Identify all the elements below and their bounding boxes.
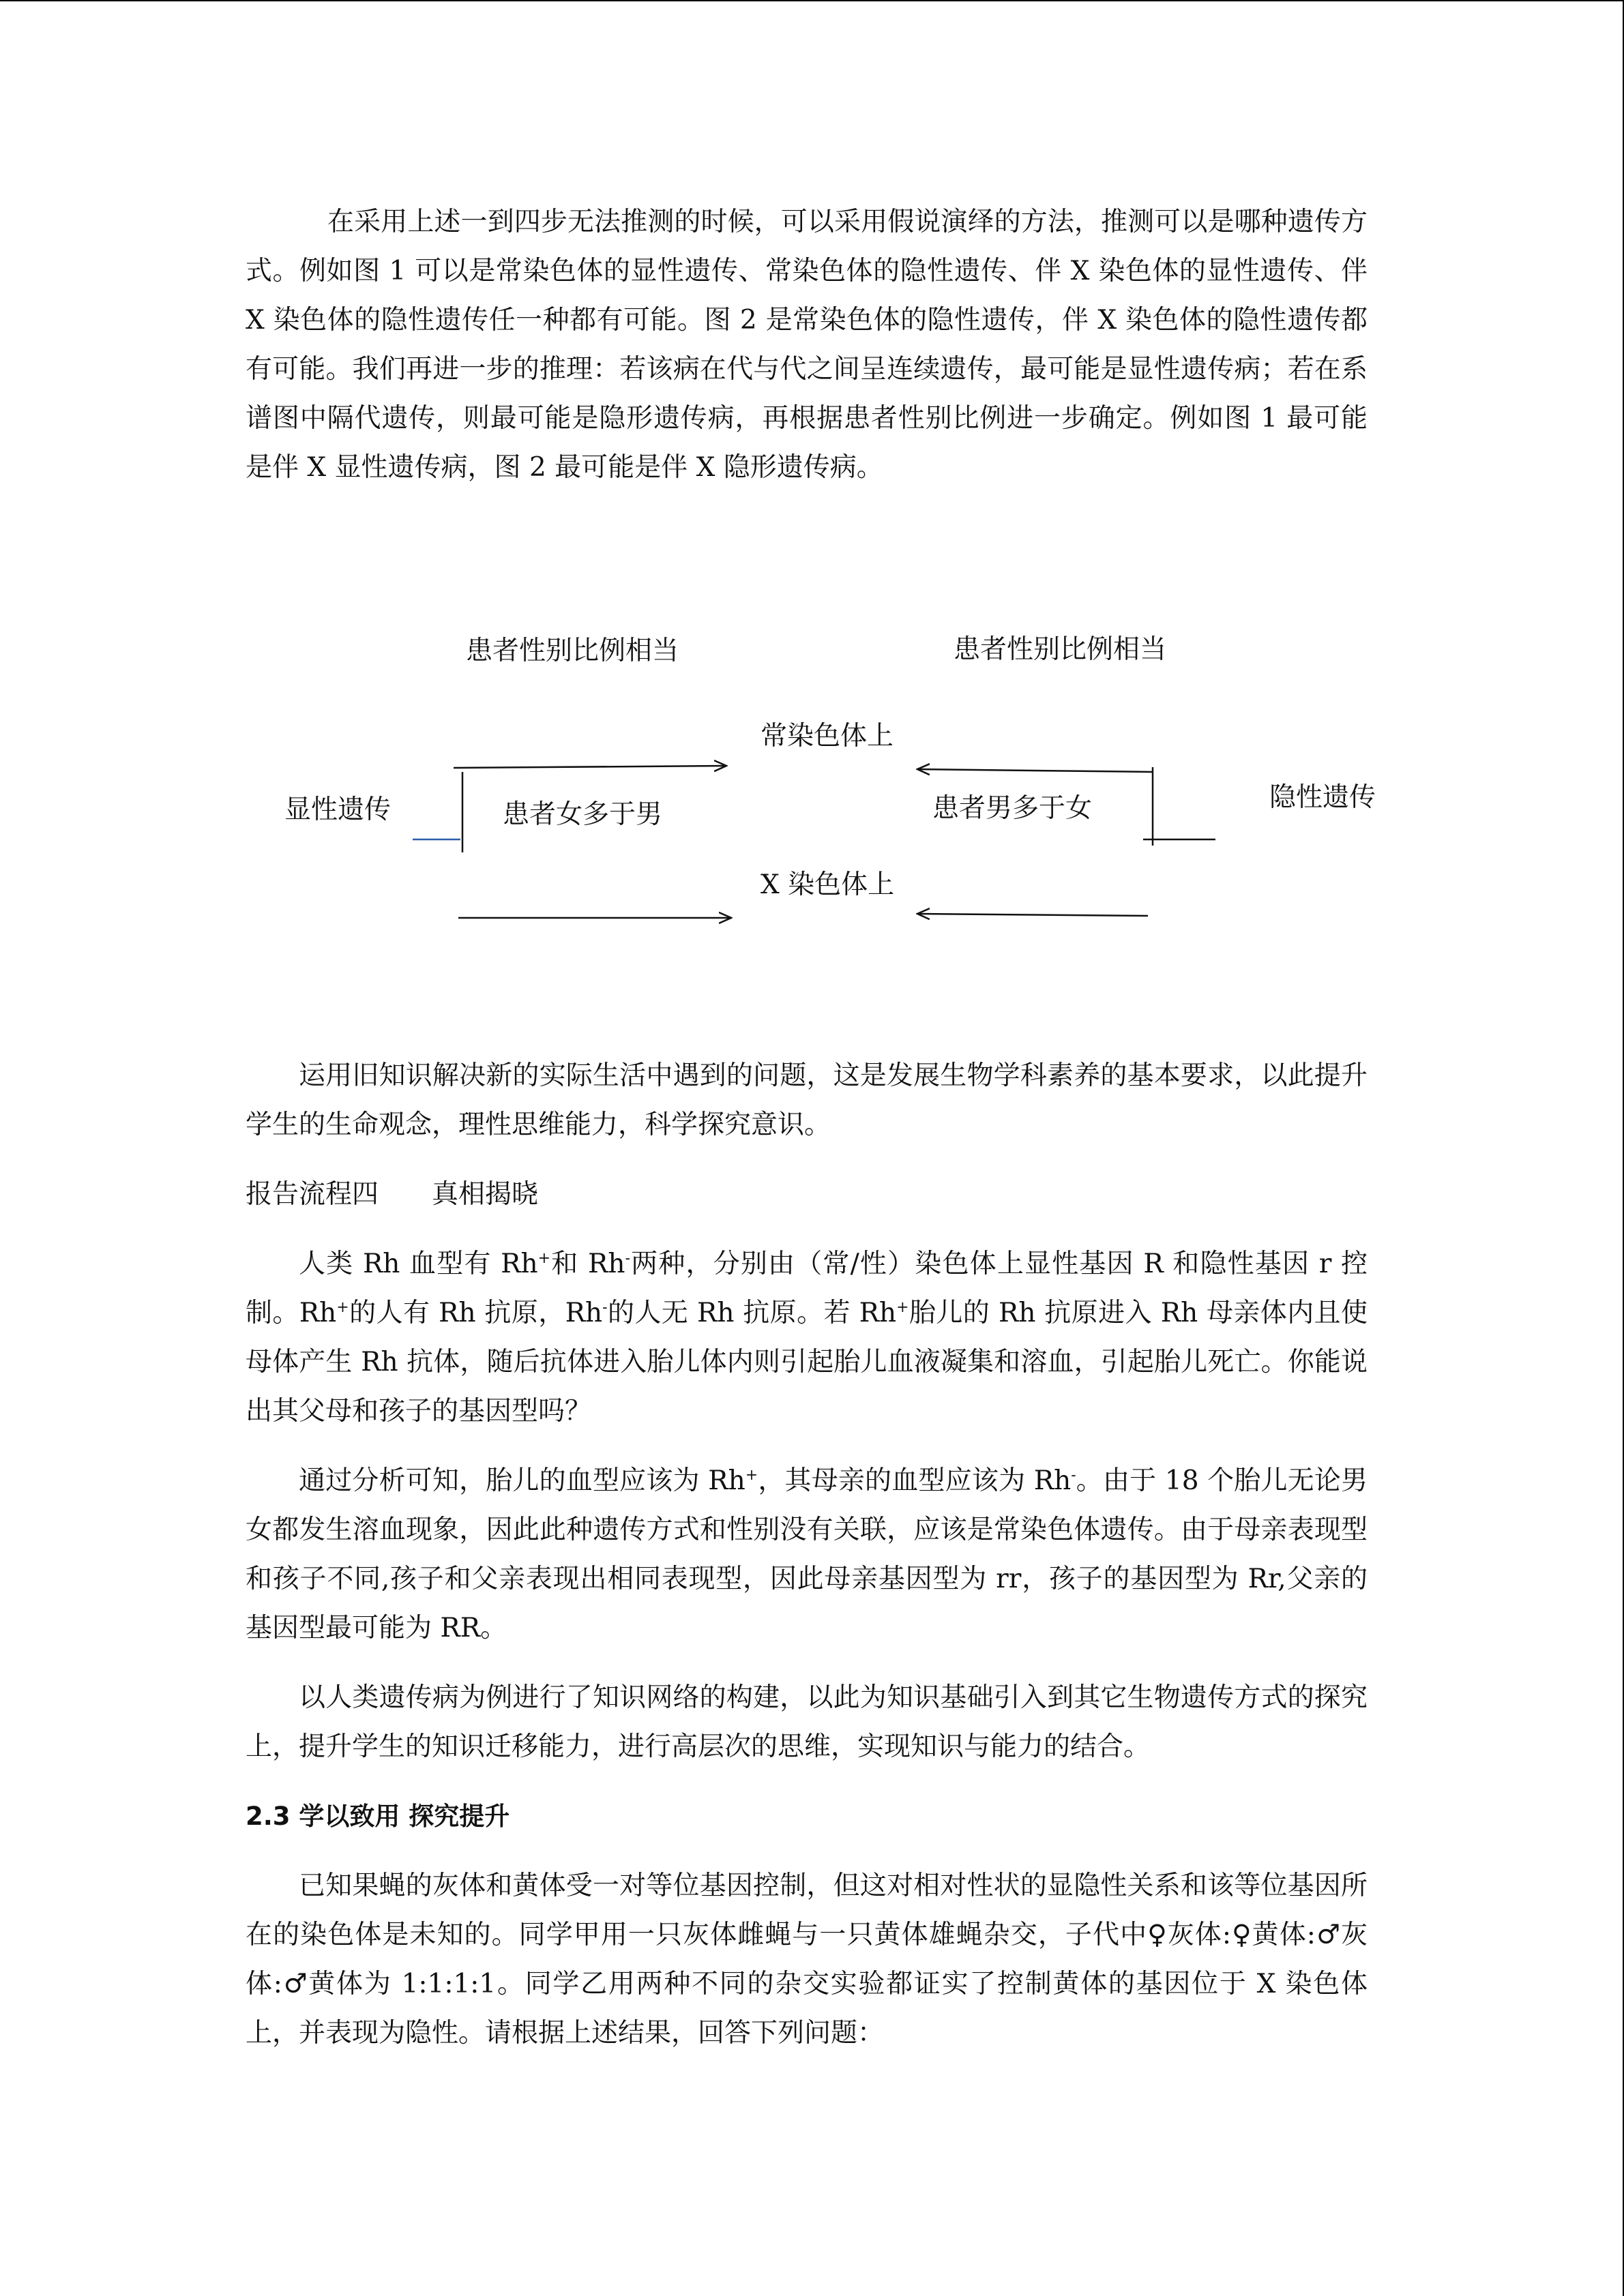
- paragraph-application: 运用旧知识解决新的实际生活中遇到的问题，这是发展生物学科素养的基本要求，以此提升学生的生命观念，理性思维能力，科学探究意识。: [246, 1060, 1368, 1140]
- label-dominant: 显性遗传: [284, 794, 392, 825]
- right-top-arrow: [917, 769, 1153, 772]
- label-female-more: 患者女多于男: [503, 799, 663, 830]
- left-top-arrow: [454, 766, 726, 768]
- paragraph-knowledge-network: 以人类遗传病为例进行了知识网络的构建，以此为知识基础引入到其它生物遗传方式的探究上，提升学生的知识迁移能力，进行高层次的思维，实现知识与能力的结合。: [246, 1682, 1368, 1762]
- label-recessive: 隐性遗传: [1269, 782, 1376, 813]
- document-body-continued: [246, 1052, 1368, 2058]
- right-bottom-arrow: [917, 914, 1148, 916]
- paragraph-fruit-fly: 已知果蝇的灰体和黄体受一对等位基因控制，但这对相对性状的显隐性关系和该等位基因所在的染色体是未知的。同学甲用一只灰体雌蝇与一只黄体雄蝇杂交，子代中♀灰体:♀黄体:♂灰体:♂黄体为 1:1:1:1。同学乙用两种不同的杂交实验都证实了控制黄体的基因位于 X 染色体上，并表现为隐性。请根据上述结果，回答下列问题：: [246, 1870, 1368, 2048]
- section-heading-step4: 报告流程四 真相揭晓: [246, 1179, 539, 1210]
- label-ratio-equal-left: 患者性别比例相当: [466, 636, 679, 666]
- inheritance-flow-diagram: [0, 600, 1624, 982]
- diagram-arrows: [0, 600, 1624, 982]
- section-heading-2-3: 2.3 学以致用 探究提升: [246, 1802, 510, 1831]
- label-ratio-equal-right: 患者性别比例相当: [954, 634, 1167, 665]
- paragraph-rh-question: 人类 Rh 血型有 Rh+和 Rh-两种，分别由（常/性）染色体上显性基因 R 和隐性基因 r 控制。Rh+的人有 Rh 抗原，Rh-的人无 Rh 抗原。若 Rh+胎儿的 Rh 抗原进入 Rh 母亲体内且使母体产生 Rh 抗体，随后抗体进入胎儿体内则引起胎儿血液凝集和溶血，引起胎儿死亡。你能说出其父母和孩子的基因型吗？: [246, 1249, 1368, 1427]
- paragraph-hypothesis: 在采用上述一到四步无法推测的时候，可以采用假说演绎的方法，推测可以是哪种遗传方式。例如图 1 可以是常染色体的显性遗传、常染色体的隐性遗传、伴 X 染色体的显性遗传、伴 X 染色体的隐性遗传任一种都有可能。图 2 是常染色体的隐性遗传，伴 X 染色体的隐性遗传都有可能。我们再进一步的推理：若该病在代与代之间呈连续遗传，最可能是显性遗传病；若在系谱图中隔代遗传，则最可能是隐形遗传病，再根据患者性别比例进一步确定。例如图 1 最可能是伴 X 显性遗传病，图 2 最可能是伴 X 隐形遗传病。: [246, 207, 1368, 483]
- document-body: [246, 198, 1368, 492]
- label-autosome: 常染色体上: [761, 721, 894, 751]
- label-male-more: 患者男多于女: [932, 793, 1093, 824]
- paragraph-rh-analysis: 通过分析可知，胎儿的血型应该为 Rh+，其母亲的血型应该为 Rh-。由于 18 个胎儿无论男女都发生溶血现象，因此此种遗传方式和性别没有关联，应该是常染色体遗传。由于母亲表现型和孩子不同,孩子和父亲表现出相同表现型，因此母亲基因型为 rr，孩子的基因型为 Rr,父亲的基因型最可能为 RR。: [246, 1465, 1368, 1643]
- label-x-chromosome: X 染色体上: [761, 869, 895, 900]
